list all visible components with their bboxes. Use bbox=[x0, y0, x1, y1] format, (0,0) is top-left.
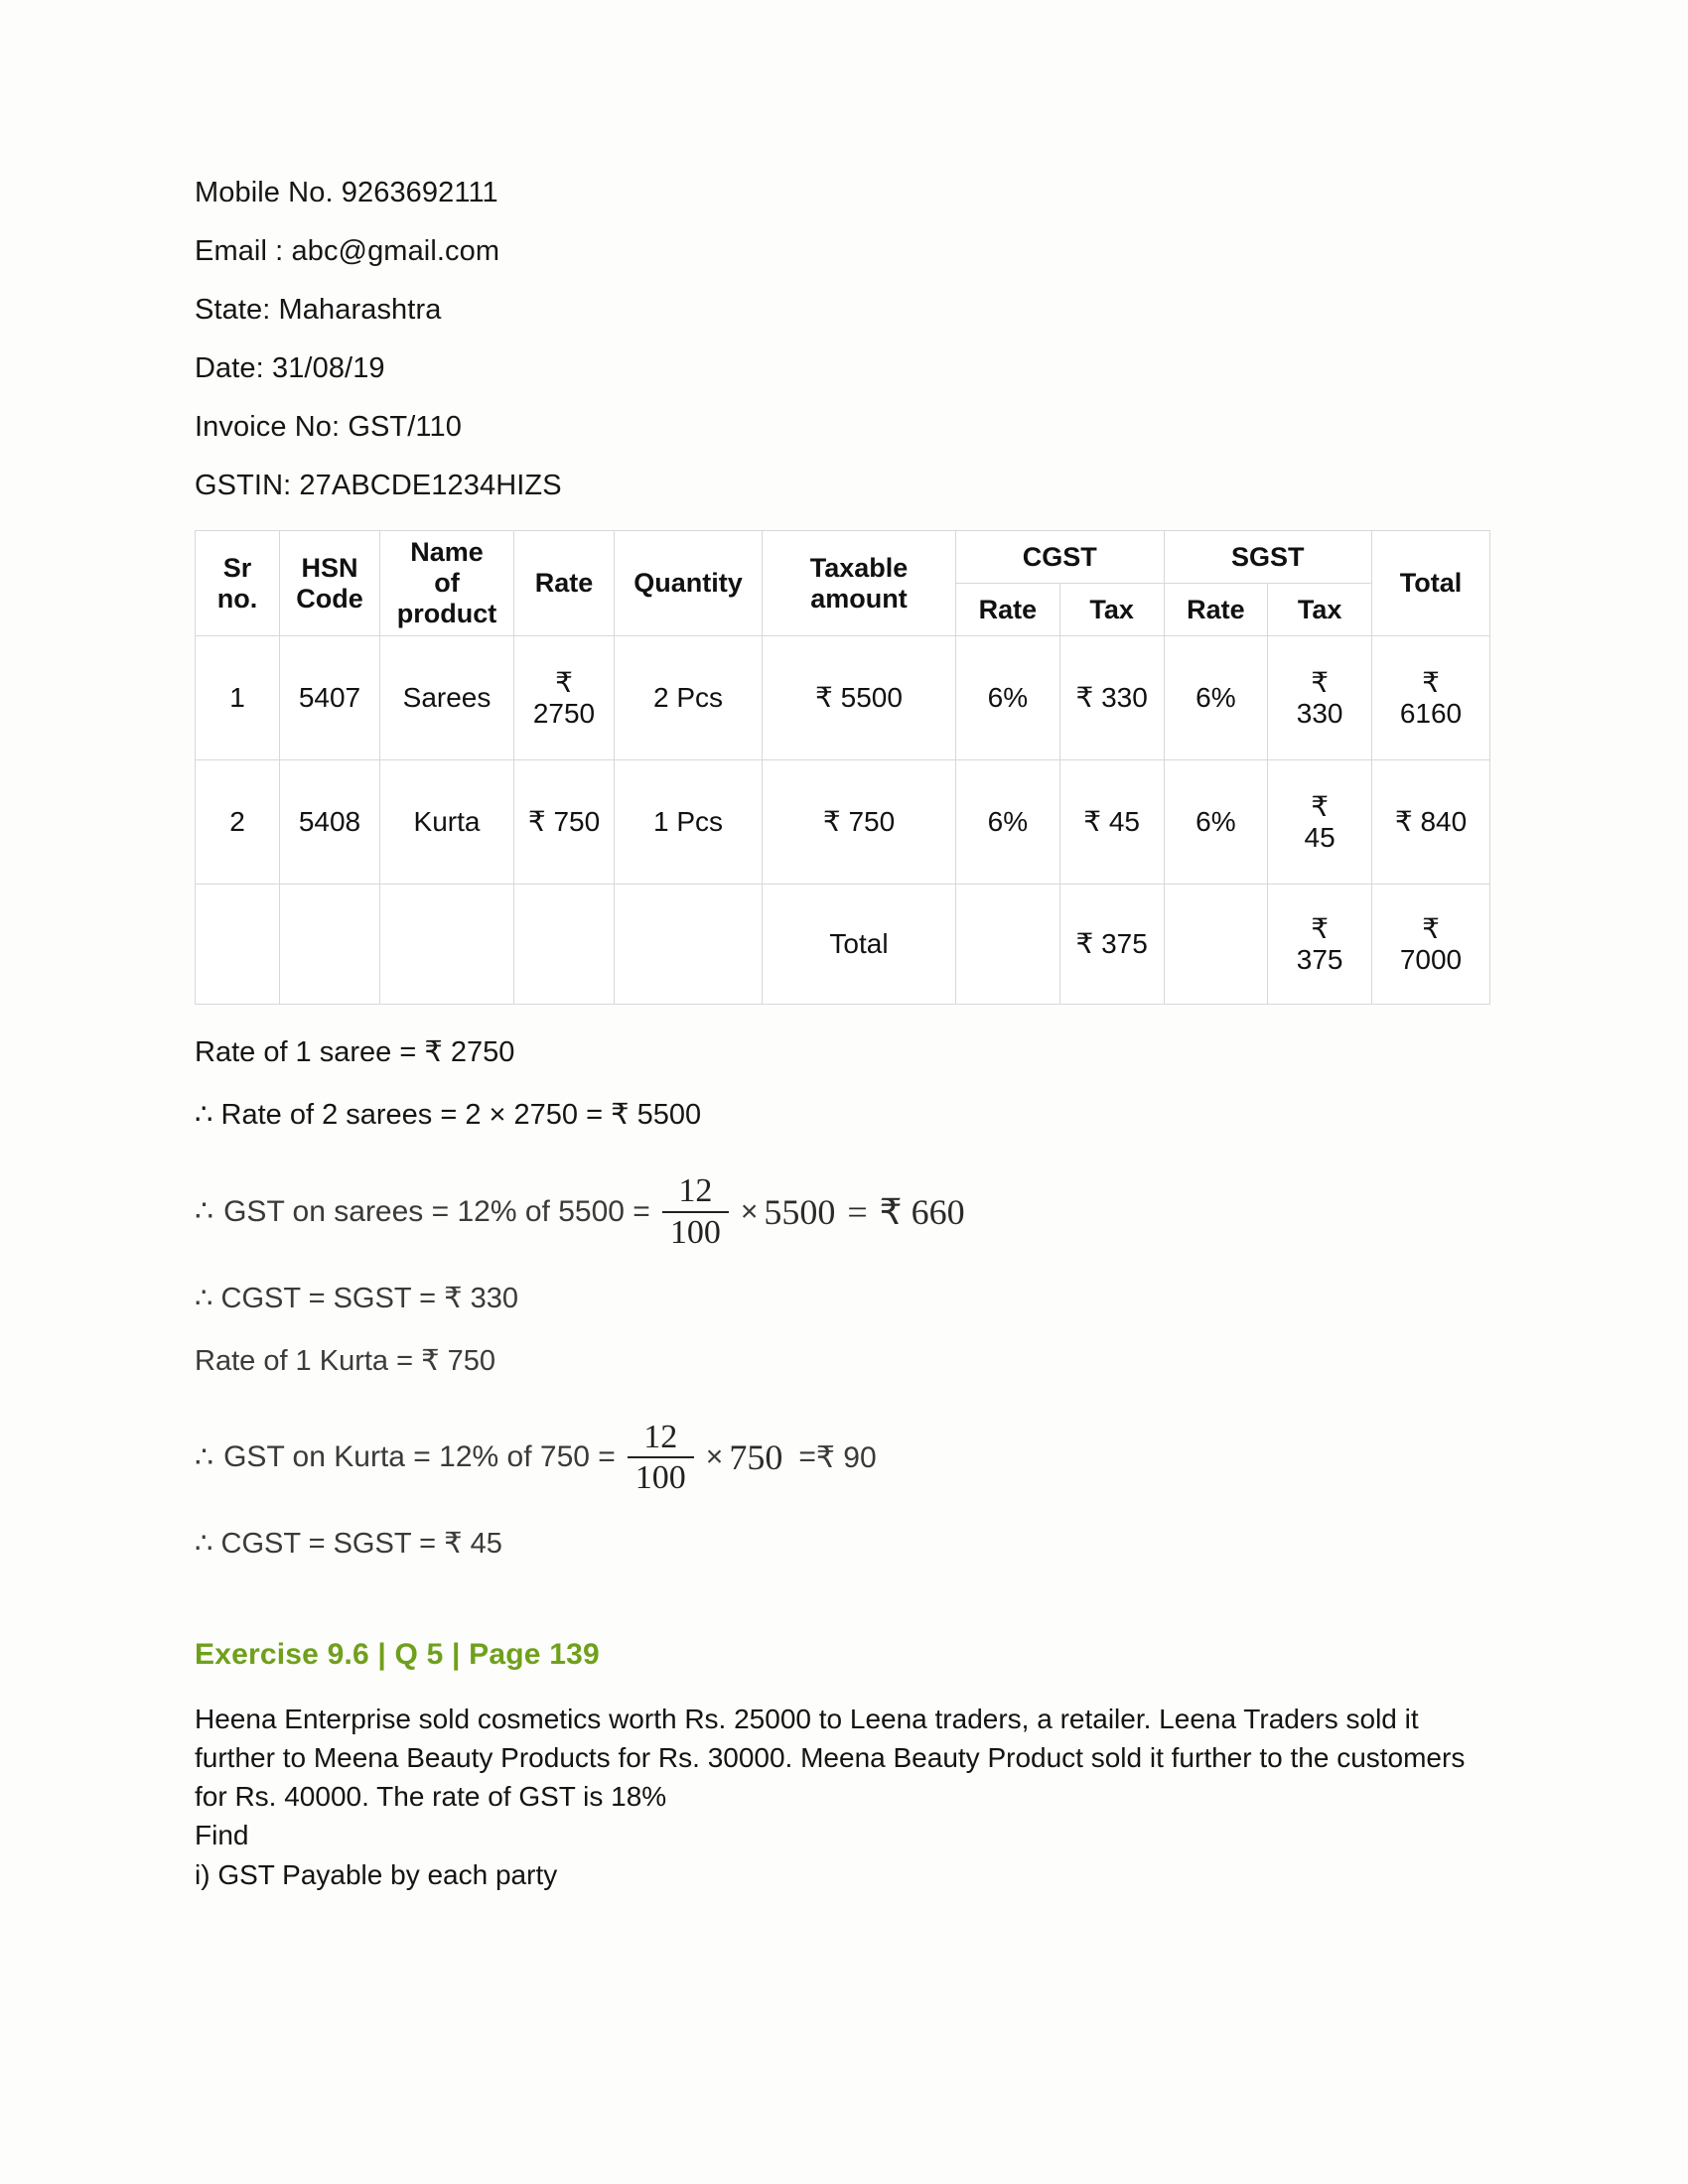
cell-sr-no: 1 bbox=[196, 636, 280, 760]
cell-blank-rate bbox=[514, 885, 615, 1005]
info-line-email: Email : abc@gmail.com bbox=[195, 235, 500, 267]
header-cgst-rate: Rate bbox=[956, 584, 1060, 636]
cell-blank-quantity bbox=[615, 885, 763, 1005]
equation-times-symbol: × bbox=[740, 1194, 759, 1228]
fraction-denominator: 100 bbox=[634, 1459, 686, 1497]
cell-rate: ₹ 750 bbox=[514, 760, 615, 885]
info-line-invoice: Invoice No: GST/110 bbox=[195, 411, 462, 443]
cell-blank-sgst-rate bbox=[1164, 885, 1268, 1005]
cell-blank-cgst-rate bbox=[956, 885, 1060, 1005]
cell-hsn-code: 5408 bbox=[280, 760, 380, 885]
cell-rate-value: 2750 bbox=[532, 698, 596, 730]
header-name-line2: of bbox=[434, 568, 460, 599]
cell-row-total: ₹ 840 bbox=[1372, 760, 1490, 885]
cell-taxable-amount: ₹ 5500 bbox=[763, 636, 956, 760]
header-sr-no-line2: no. bbox=[216, 583, 258, 614]
fraction-12-over-100 bbox=[628, 1420, 694, 1496]
solution-line-cgst-sgst-kurta: ∴ CGST = SGST = ₹ 45 bbox=[195, 1527, 502, 1560]
equation-kurta-result: ₹ 90 bbox=[815, 1440, 877, 1474]
table-row bbox=[196, 760, 1490, 885]
cell-product-name: Sarees bbox=[380, 636, 514, 760]
header-sr-no-line1: Sr bbox=[222, 552, 252, 583]
invoice-table bbox=[195, 530, 1490, 1005]
info-line-gstin: GSTIN: 27ABCDE1234HIZS bbox=[195, 470, 562, 501]
cell-sr-no: 2 bbox=[196, 760, 280, 885]
cell-cgst-rate: 6% bbox=[956, 636, 1060, 760]
document-content bbox=[195, 179, 1505, 1894]
cell-total-label: Total bbox=[763, 885, 956, 1005]
cell-row-total-value: 6160 bbox=[1399, 698, 1463, 730]
header-quantity: Quantity bbox=[615, 531, 763, 636]
header-sr-no bbox=[196, 531, 280, 636]
solution-line-cgst-sgst-sarees: ∴ CGST = SGST = ₹ 330 bbox=[195, 1282, 518, 1314]
cell-sgst-tax-value: 45 bbox=[1304, 822, 1336, 854]
fraction-numerator: 12 bbox=[678, 1172, 713, 1210]
cell-row-total-symbol: ₹ bbox=[1422, 666, 1440, 698]
header-hsn-line1: HSN bbox=[301, 552, 358, 583]
cell-total-sgst-tax-value: 375 bbox=[1296, 944, 1343, 976]
cell-row-total bbox=[1372, 636, 1490, 760]
cell-blank-sr bbox=[196, 885, 280, 1005]
cell-cgst-tax: ₹ 45 bbox=[1059, 760, 1164, 885]
header-hsn-line2: Code bbox=[296, 583, 363, 614]
cell-rate-symbol: ₹ bbox=[555, 666, 573, 698]
header-cgst-group: CGST bbox=[956, 531, 1165, 584]
question-find-label: Find bbox=[195, 1820, 249, 1851]
cell-sgst-tax-symbol: ₹ bbox=[1311, 666, 1330, 698]
header-name-of-product bbox=[380, 531, 514, 636]
cell-taxable-amount: ₹ 750 bbox=[763, 760, 956, 885]
cell-total-cgst-tax: ₹ 375 bbox=[1059, 885, 1164, 1005]
header-sgst-rate: Rate bbox=[1164, 584, 1268, 636]
table-header-row-1 bbox=[196, 531, 1490, 584]
invoice-table-body bbox=[196, 636, 1490, 1005]
exercise-heading: Exercise 9.6 | Q 5 | Page 139 bbox=[195, 1637, 600, 1671]
cell-sgst-tax-symbol: ₹ bbox=[1311, 790, 1330, 822]
solution-line-rate-2-sarees: ∴ Rate of 2 sarees = 2 × 2750 = ₹ 5500 bbox=[195, 1099, 702, 1132]
header-taxable-line1: Taxable bbox=[809, 552, 909, 583]
cell-total-sgst-tax bbox=[1268, 885, 1372, 1005]
cell-grand-total-symbol: ₹ bbox=[1422, 912, 1440, 944]
cell-sgst-tax-value: 330 bbox=[1296, 698, 1343, 730]
solution-block bbox=[195, 1038, 1505, 1559]
fraction-12-over-100 bbox=[662, 1173, 729, 1250]
header-rate: Rate bbox=[514, 531, 615, 636]
header-sgst-tax: Tax bbox=[1268, 584, 1372, 636]
equation-sarees-text: GST on sarees = 12% of 5500 = bbox=[223, 1194, 650, 1228]
solution-line-rate-1-saree: Rate of 1 saree = ₹ 2750 bbox=[195, 1036, 515, 1069]
fraction-denominator: 100 bbox=[669, 1213, 721, 1251]
equation-kurta-text: GST on Kurta = 12% of 750 = bbox=[223, 1440, 616, 1474]
info-line-mobile: Mobile No. 9263692111 bbox=[195, 177, 498, 208]
cell-sgst-rate: 6% bbox=[1164, 760, 1268, 885]
cell-hsn-code: 5407 bbox=[280, 636, 380, 760]
cell-grand-total-value: 7000 bbox=[1399, 944, 1463, 976]
header-taxable-line2: amount bbox=[810, 583, 908, 614]
equation-kurta-multiplicand: 750 bbox=[729, 1437, 783, 1478]
cell-cgst-tax: ₹ 330 bbox=[1059, 636, 1164, 760]
cell-blank-hsn bbox=[280, 885, 380, 1005]
invoice-header-info bbox=[195, 179, 1505, 500]
question-body: Heena Enterprise sold cosmetics worth Rs. 25000 to Leena traders, a retailer. Leena Traders sold it further to Meena Beauty Products for Rs. 30000. Meena Beauty Product sold it further to the customers for Rs. 40000. The rate of GST is 18% bbox=[195, 1703, 1466, 1813]
header-cgst-tax: Tax bbox=[1059, 584, 1164, 636]
cell-product-name: Kurta bbox=[380, 760, 514, 885]
equation-kurta-equals: = bbox=[798, 1440, 816, 1474]
cell-sgst-tax bbox=[1268, 760, 1372, 885]
cell-quantity: 1 Pcs bbox=[615, 760, 763, 885]
cell-sgst-tax bbox=[1268, 636, 1372, 760]
table-total-row bbox=[196, 885, 1490, 1005]
cell-quantity: 2 Pcs bbox=[615, 636, 763, 760]
header-name-line3: product bbox=[396, 599, 497, 629]
equation-sarees-multiplicand: 5500 bbox=[764, 1191, 836, 1232]
cell-blank-name bbox=[380, 885, 514, 1005]
header-name-line1: Name bbox=[410, 537, 484, 567]
invoice-table-head bbox=[196, 531, 1490, 636]
solution-line-rate-1-kurta: Rate of 1 Kurta = ₹ 750 bbox=[195, 1344, 495, 1377]
equation-times-symbol: × bbox=[705, 1440, 724, 1474]
equation-gst-on-sarees bbox=[195, 1173, 1505, 1250]
cell-grand-total bbox=[1372, 885, 1490, 1005]
table-row bbox=[196, 636, 1490, 760]
cell-total-sgst-tax-symbol: ₹ bbox=[1311, 912, 1330, 944]
cell-cgst-rate: 6% bbox=[956, 760, 1060, 885]
header-hsn-code bbox=[280, 531, 380, 636]
info-line-date: Date: 31/08/19 bbox=[195, 352, 385, 384]
equation-gst-on-kurta bbox=[195, 1420, 1505, 1496]
equation-sarees-equals: = bbox=[847, 1191, 868, 1232]
header-taxable-amount bbox=[763, 531, 956, 636]
fraction-numerator: 12 bbox=[643, 1418, 678, 1455]
equation-therefore-symbol: ∴ bbox=[195, 1440, 214, 1474]
question-block bbox=[195, 1700, 1476, 1894]
equation-sarees-result: ₹ 660 bbox=[879, 1191, 965, 1232]
header-sgst-group: SGST bbox=[1164, 531, 1372, 584]
header-total: Total bbox=[1372, 531, 1490, 636]
question-part-i: i) GST Payable by each party bbox=[195, 1858, 558, 1890]
cell-rate bbox=[514, 636, 615, 760]
equation-therefore-symbol: ∴ bbox=[195, 1195, 214, 1229]
info-line-state: State: Maharashtra bbox=[195, 294, 442, 326]
cell-sgst-rate: 6% bbox=[1164, 636, 1268, 760]
